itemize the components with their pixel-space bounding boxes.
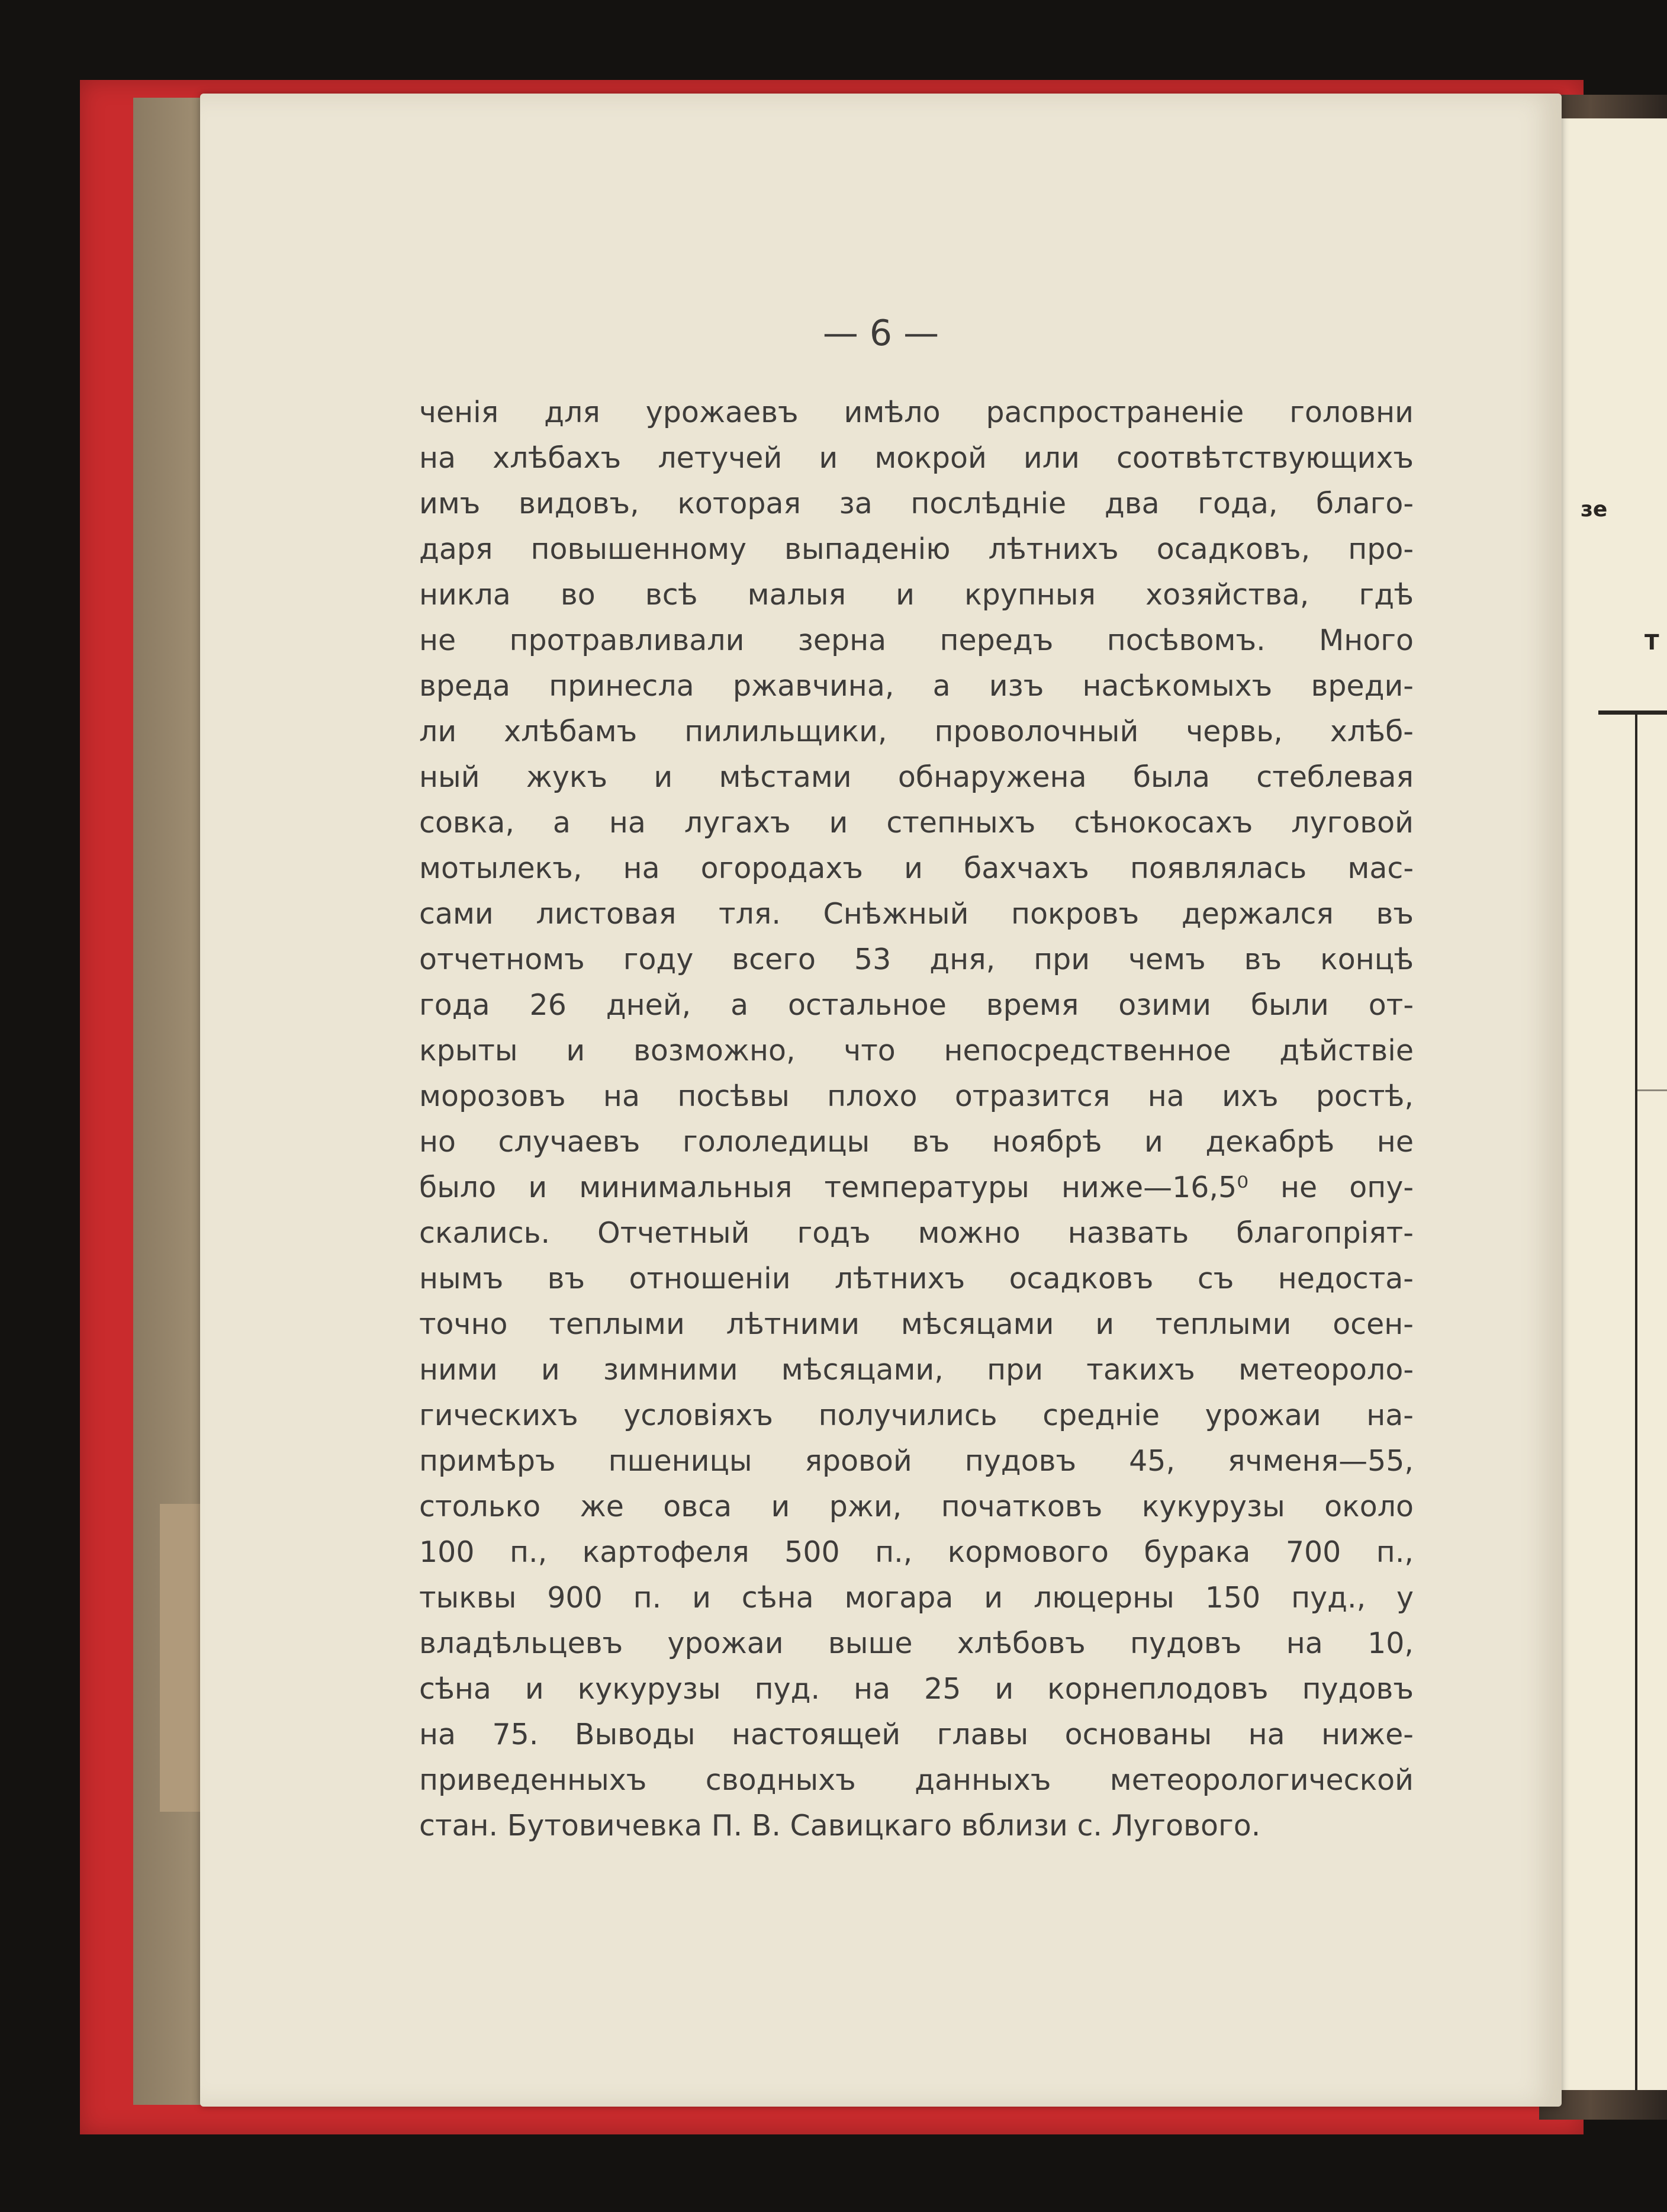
text-line: примѣръ пшеницы яровой пудовъ 45, ячменя—55, [419,1444,1414,1478]
adjacent-table-rule [1598,710,1667,715]
text-line: 100 п., картофеля 500 п., кормового бурака 700 п., [419,1535,1414,1569]
text-line: отчетномъ году всего 53 дня, при чемъ въ концѣ [419,943,1414,976]
text-line: на 75. Выводы настоящей главы основаны на ниже- [419,1718,1414,1751]
adjacent-table-rule-2 [1637,1089,1667,1091]
text-line: крыты и возможно, что непосредственное дѣйствіе [419,1034,1414,1068]
text-line: сами листовая тля. Снѣжный покровъ держался въ [419,897,1414,931]
text-line: ный жукъ и мѣстами обнаружена была стеблевая [419,760,1414,794]
text-line: совка, а на лугахъ и степныхъ сѣнокосахъ луговой [419,806,1414,840]
adjacent-page-fragment-2: Т [1645,631,1659,655]
text-line: ли хлѣбамъ пилильщики, проволочный червь, хлѣб- [419,715,1414,748]
text-line: гическихъ условіяхъ получились средніе урожаи на- [419,1398,1414,1432]
text-line: имъ видовъ, которая за послѣдніе два года, благо- [419,487,1414,520]
text-line: сѣна и кукурузы пуд. на 25 и корнеплодовъ пудовъ [419,1672,1414,1706]
text-line: было и минимальныя температуры ниже—16,5⁰ не опу- [419,1171,1414,1204]
text-line: столько же овса и ржи, початковъ кукурузы около [419,1490,1414,1523]
text-line: на хлѣбахъ летучей и мокрой или соотвѣтствующихъ [419,441,1414,475]
text-line: даря повышенному выпаденію лѣтнихъ осадковъ, про- [419,532,1414,566]
body-text [419,390,1414,1848]
text-line: владѣльцевъ урожаи выше хлѣбовъ пудовъ на 10, [419,1626,1414,1660]
text-line: никла во всѣ малыя и крупныя хозяйства, гдѣ [419,578,1414,612]
text-line: ними и зимними мѣсяцами, при такихъ метеороло- [419,1353,1414,1387]
text-line: не протравливали зерна передъ посѣвомъ. Много [419,623,1414,657]
text-line: точно теплыми лѣтними мѣсяцами и теплыми осен- [419,1307,1414,1341]
text-line: скались. Отчетный годъ можно назвать благопріят- [419,1216,1414,1250]
text-line: приведенныхъ сводныхъ данныхъ метеорологической [419,1763,1414,1797]
text-line: вреда принесла ржавчина, а изъ насѣкомыхъ вреди- [419,669,1414,703]
text-line: морозовъ на посѣвы плохо отразится на ихъ ростѣ, [419,1079,1414,1113]
text-line: года 26 дней, а остальное время озими были от- [419,988,1414,1022]
text-line: нымъ въ отношеніи лѣтнихъ осадковъ съ недоста- [419,1262,1414,1295]
text-line: тыквы 900 п. и сѣна могара и люцерны 150 пуд., у [419,1581,1414,1615]
adjacent-page-fragment-1: зе [1581,497,1608,522]
page-number: — 6 — [822,313,939,354]
adjacent-page [1557,118,1667,2090]
book-page [200,94,1562,2107]
adjacent-table-border [1635,713,1637,2090]
text-line: мотылекъ, на огородахъ и бахчахъ появлялась мас- [419,851,1414,885]
text-line: стан. Бутовичевка П. В. Савицкаго вблизи с. Лугового. [419,1809,1261,1843]
text-line: но случаевъ гололедицы въ ноябрѣ и декабрѣ не [419,1125,1414,1159]
text-line: ченія для урожаевъ имѣло распространеніе головни [419,396,1414,429]
